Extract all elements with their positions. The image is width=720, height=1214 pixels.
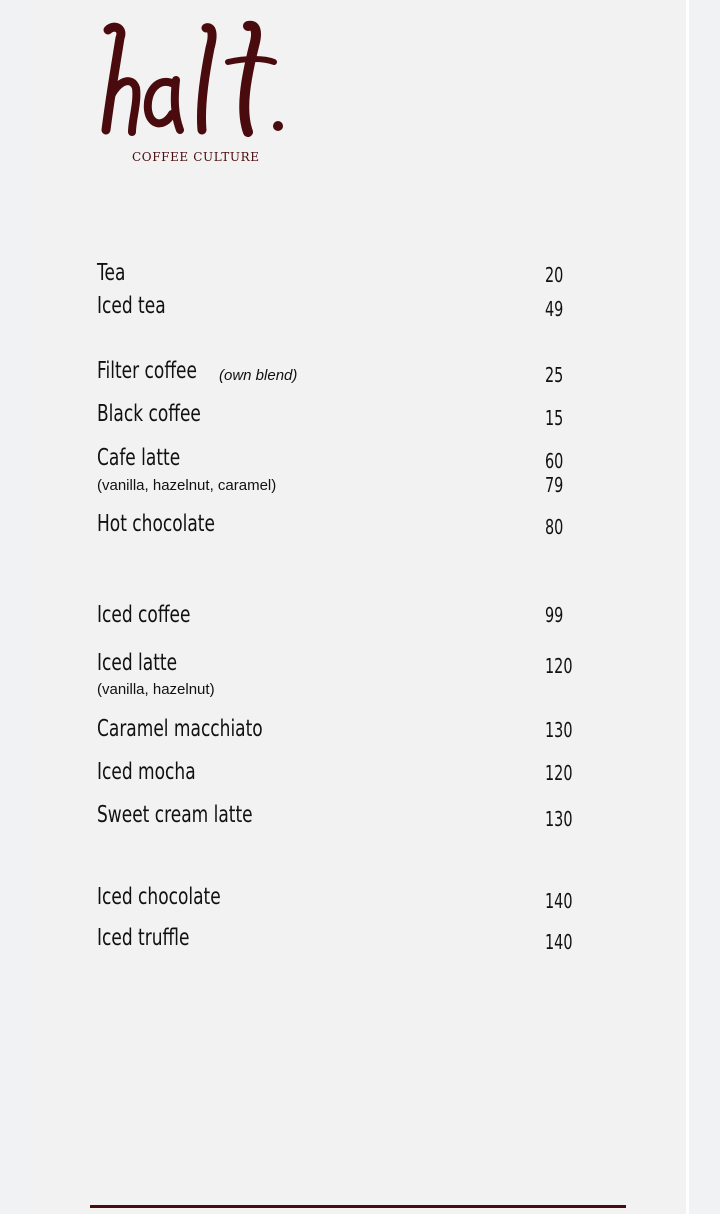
left-margin — [0, 0, 34, 1214]
menu-item-tea: Tea — [97, 260, 126, 286]
menu-item-cafe-latte: Cafe latte — [97, 445, 181, 471]
price-tea: 20 — [545, 263, 564, 287]
price-caramel-macchiato: 130 — [545, 718, 573, 742]
menu-item-black-coffee: Black coffee — [97, 401, 201, 427]
note-iced-latte: (vanilla, hazelnut) — [97, 681, 215, 698]
price-iced-mocha: 120 — [545, 761, 573, 785]
menu-item-hot-chocolate: Hot chocolate — [97, 511, 215, 537]
price-iced-tea: 49 — [545, 297, 564, 321]
halt-logo — [88, 18, 298, 168]
price-iced-truffle: 140 — [545, 930, 573, 954]
price-iced-chocolate: 140 — [545, 889, 573, 913]
menu-item-iced-coffee: Iced coffee — [97, 602, 191, 628]
price-black-coffee: 15 — [545, 406, 564, 430]
right-margin — [689, 0, 720, 1214]
tagline: COFFEE CULTURE — [132, 150, 260, 164]
halt-logo-mark — [88, 18, 298, 148]
note-filter-coffee: (own blend) — [219, 367, 298, 384]
price-filter-coffee: 25 — [545, 363, 564, 387]
price-cafe-latte-flavored: 79 — [545, 473, 564, 497]
bottom-divider — [90, 1205, 626, 1208]
price-iced-coffee: 99 — [545, 603, 564, 627]
menu-item-caramel-macchiato: Caramel macchiato — [97, 716, 263, 742]
note-cafe-latte: (vanilla, hazelnut, caramel) — [97, 477, 277, 494]
price-sweet-cream-latte: 130 — [545, 807, 573, 831]
menu-item-sweet-cream-latte: Sweet cream latte — [97, 802, 253, 828]
menu-item-iced-truffle: Iced truffle — [97, 925, 190, 951]
price-hot-chocolate: 80 — [545, 515, 564, 539]
price-iced-latte: 120 — [545, 654, 573, 678]
menu-item-iced-chocolate: Iced chocolate — [97, 884, 221, 910]
menu-item-iced-mocha: Iced mocha — [97, 759, 196, 785]
menu-item-iced-latte: Iced latte — [97, 650, 178, 676]
price-cafe-latte: 60 — [545, 449, 564, 473]
menu-item-filter-coffee: Filter coffee — [97, 358, 198, 384]
menu-item-iced-tea: Iced tea — [97, 293, 166, 319]
